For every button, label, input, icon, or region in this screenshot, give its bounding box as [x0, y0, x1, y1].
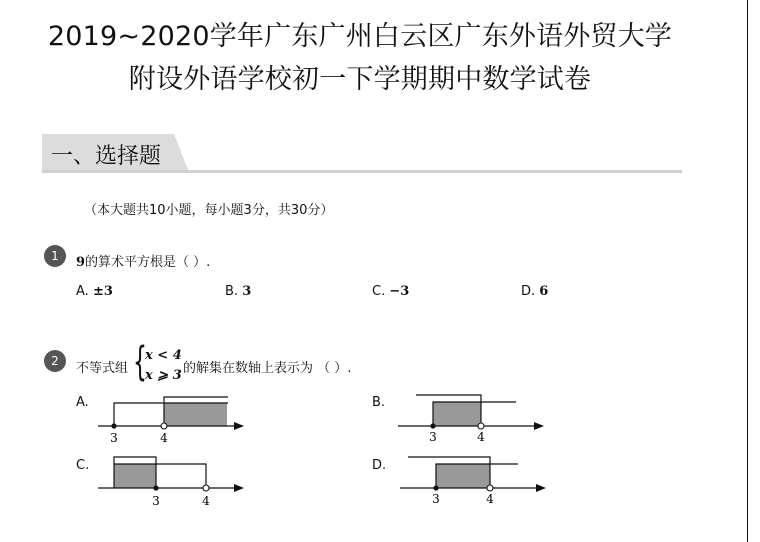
question-2-option-c-label[interactable]: C.: [76, 458, 90, 473]
number-line-c: [96, 452, 246, 512]
exam-title-line-1: 2019~2020学年广东广州白云区广东外语外贸大学: [47, 21, 673, 52]
axis-arrow-icon: [234, 422, 244, 430]
inequality-line-1: x < 4: [145, 348, 182, 363]
open-dot: [203, 485, 209, 491]
solution-shading: [164, 403, 227, 426]
question-2-option-d-label[interactable]: D.: [372, 458, 387, 473]
inequality-line-2: x ⩾ 3: [145, 368, 182, 383]
open-dot: [487, 485, 493, 491]
option-label: C.: [372, 284, 386, 299]
section-note: （本大题共10小题，每小题3分，共30分）: [84, 203, 334, 218]
option-value: 6: [539, 284, 549, 299]
tick-label: 3: [432, 492, 440, 506]
question-2-prefix: 不等式组: [76, 361, 129, 376]
solution-shading: [114, 464, 156, 488]
question-2-option-b-label[interactable]: B.: [372, 395, 386, 410]
tick-label: 3: [429, 430, 437, 444]
question-number-badge: 2: [44, 350, 66, 372]
number-line-b: [396, 390, 548, 448]
closed-dot: [430, 423, 435, 428]
tick-label: 4: [477, 430, 485, 444]
tick-label: 4: [160, 431, 168, 445]
closed-dot: [111, 423, 116, 428]
exam-title-line-2: 附设外语学校初一下学期期中数学试卷: [128, 64, 592, 95]
question-2-option-a-label[interactable]: A.: [76, 395, 89, 410]
solution-shading: [433, 402, 481, 426]
axis-arrow-icon: [534, 422, 544, 430]
open-dot: [478, 423, 484, 429]
number-line-a: [96, 390, 246, 448]
inequality-system: [133, 339, 185, 386]
question-1-option-a[interactable]: [76, 284, 113, 299]
question-number-badge: 1: [44, 245, 66, 267]
option-label: A.: [76, 284, 89, 299]
question-2-suffix: 的解集在数轴上表示为 （ ）.: [183, 361, 352, 376]
solution-shading: [436, 464, 490, 488]
brace-symbol: {: [133, 339, 147, 385]
question-1-number: 9: [76, 255, 86, 270]
number-line-d: [398, 452, 550, 512]
question-1-option-c[interactable]: [372, 284, 409, 299]
question-1-option-b[interactable]: [225, 284, 251, 299]
open-dot: [161, 423, 167, 429]
tick-label: 3: [110, 431, 118, 445]
tick-label: 3: [152, 494, 160, 508]
option-label: B.: [225, 284, 239, 299]
axis-arrow-icon: [536, 484, 546, 492]
option-value: −3: [389, 284, 410, 299]
page-right-border: [747, 0, 748, 542]
closed-dot: [433, 485, 438, 490]
question-1-stem: 的算术平方根是（ ）.: [85, 255, 211, 270]
option-label: D.: [521, 284, 536, 299]
axis-arrow-icon: [234, 484, 244, 492]
question-1-text: [76, 251, 210, 270]
tick-label: 4: [486, 492, 494, 506]
closed-dot: [153, 485, 158, 490]
question-1-option-d[interactable]: [521, 284, 548, 299]
section-divider: [42, 170, 682, 173]
option-value: 3: [242, 284, 252, 299]
option-value: ±3: [92, 284, 113, 299]
tick-label: 4: [202, 494, 210, 508]
section-title: 一、选择题: [51, 144, 162, 169]
